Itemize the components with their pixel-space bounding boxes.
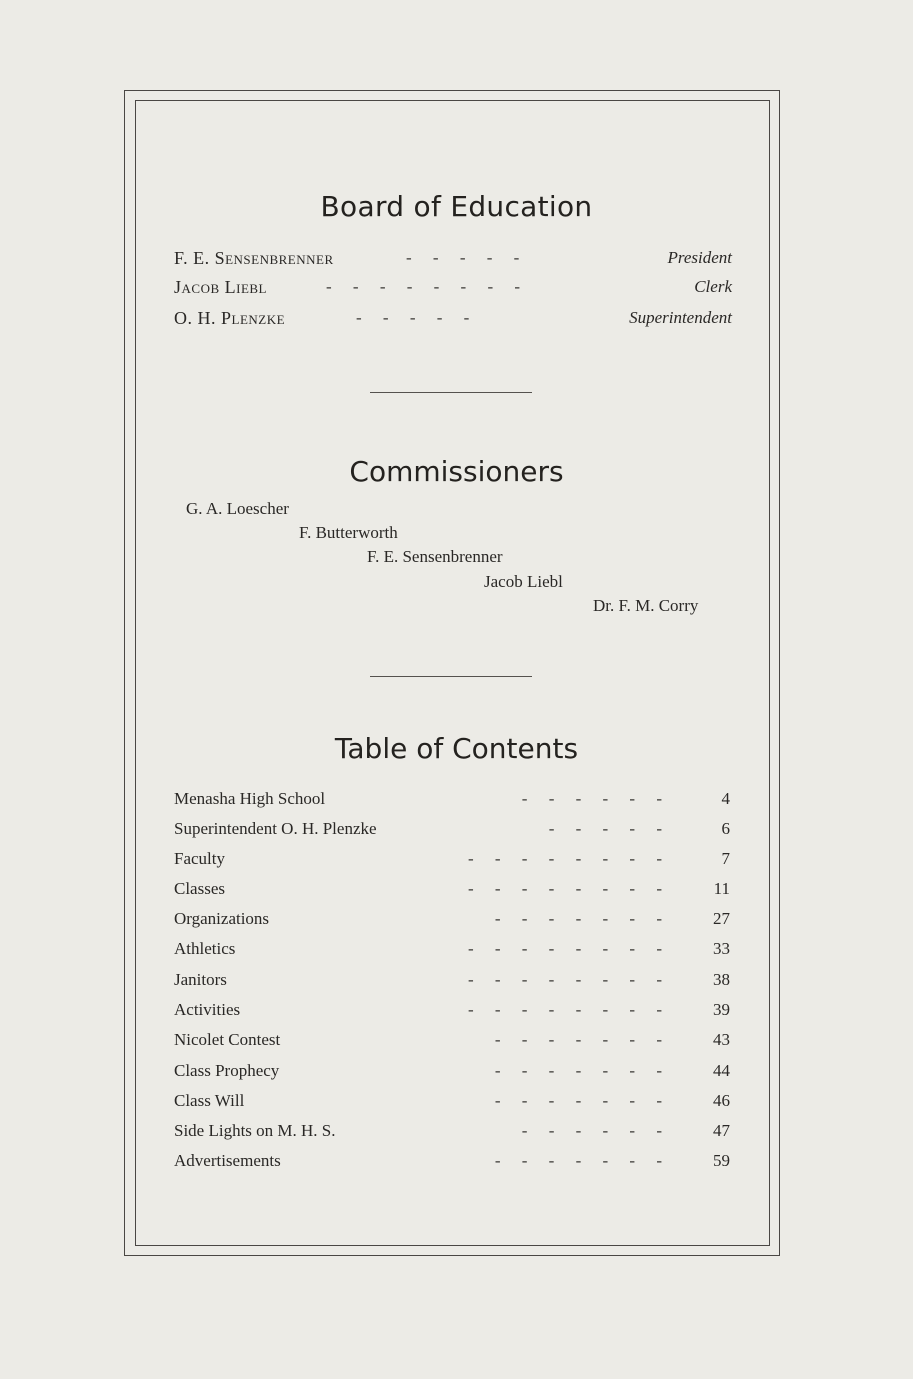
toc-entry-page: 6	[721, 819, 730, 838]
toc-entry-label: Classes	[174, 879, 225, 898]
toc-entry	[174, 1148, 732, 1174]
toc-entry-dashes: - - - - - - -	[494, 1061, 662, 1080]
toc-entry-dashes: - - - - - -	[521, 789, 662, 808]
toc-entry-dashes: - - - - - - -	[494, 909, 662, 928]
toc-entry-page: 47	[713, 1121, 730, 1140]
board-member-dashes: - - - - -	[406, 248, 520, 267]
section-divider	[370, 392, 532, 393]
toc-entry-label: Activities	[174, 1000, 241, 1019]
toc-entry	[174, 816, 732, 842]
toc-entry-dashes: - - - - - - -	[494, 1030, 662, 1049]
toc-entry-dashes: - - - - - - - -	[467, 1000, 662, 1019]
toc-entry-dashes: - - - - - - -	[494, 1091, 662, 1110]
board-member-dashes: - - - - -	[356, 308, 470, 327]
toc-entry-label: Organizations	[174, 909, 270, 928]
commissioner-name: Jacob Liebl	[484, 572, 563, 591]
toc-entry-page: 43	[713, 1030, 730, 1049]
toc-entry-label: Athletics	[174, 939, 236, 958]
board-member-row	[174, 244, 732, 272]
board-member-role: President	[667, 248, 732, 267]
toc-entry-dashes: - - - - -	[548, 819, 662, 838]
board-member-name: F. E. Sensenbrenner	[174, 248, 334, 268]
commissioner-name: Dr. F. M. Corry	[593, 596, 699, 615]
toc-entry-page: 27	[713, 909, 730, 928]
board-member-dashes: - - - - - - - -	[326, 277, 521, 296]
toc-entry-page: 38	[713, 970, 730, 989]
commissioner-name: F. E. Sensenbrenner	[367, 547, 503, 566]
board-member-role: Clerk	[694, 277, 732, 296]
toc-entry-dashes: - - - - - - - -	[467, 939, 662, 958]
toc-entry-page: 11	[713, 879, 730, 898]
toc-entry-page: 39	[713, 1000, 730, 1019]
toc-entry-label: Class Prophecy	[174, 1061, 280, 1080]
toc-entry-label: Menasha High School	[174, 789, 326, 808]
board-of-education-title: Board of Education	[320, 190, 593, 223]
toc-entry-label: Advertisements	[174, 1151, 281, 1170]
board-member-role: Superintendent	[629, 308, 732, 327]
board-member-name: O. H. Plenzke	[174, 308, 286, 328]
toc-entry-page: 44	[713, 1061, 730, 1080]
commissioners-title: Commissioners	[349, 455, 564, 488]
commissioner-name: F. Butterworth	[299, 523, 398, 542]
toc-entry-label: Side Lights on M. H. S.	[174, 1121, 336, 1140]
toc-entry-label: Janitors	[174, 970, 227, 989]
board-member-row	[174, 304, 732, 332]
commissioner-name: G. A. Loescher	[186, 499, 289, 518]
toc-entry-page: 7	[721, 849, 730, 868]
board-member-row	[174, 273, 732, 301]
toc-entry-dashes: - - - - - - - -	[467, 849, 662, 868]
toc-entry-page: 4	[721, 789, 730, 808]
toc-entry-page: 46	[713, 1091, 730, 1110]
toc-entry-dashes: - - - - - - -	[494, 1151, 662, 1170]
toc-entry	[174, 936, 732, 962]
toc-entry	[174, 1118, 732, 1144]
toc-entry	[174, 906, 732, 932]
board-member-name: Jacob Liebl	[174, 277, 267, 297]
toc-entry-dashes: - - - - - - - -	[467, 970, 662, 989]
toc-entry	[174, 1058, 732, 1084]
toc-entry-label: Superintendent O. H. Plenzke	[174, 819, 377, 838]
toc-entry-label: Class Will	[174, 1091, 245, 1110]
toc-entry	[174, 1027, 732, 1053]
toc-entry	[174, 846, 732, 872]
toc-entry-label: Nicolet Contest	[174, 1030, 281, 1049]
toc-entry-page: 59	[713, 1151, 730, 1170]
toc-entry	[174, 967, 732, 993]
toc-entry	[174, 1088, 732, 1114]
toc-entry	[174, 997, 732, 1023]
toc-entry-label: Faculty	[174, 849, 225, 868]
toc-entry-dashes: - - - - - -	[521, 1121, 662, 1140]
toc-entry-dashes: - - - - - - - -	[467, 879, 662, 898]
toc-entry-page: 33	[713, 939, 730, 958]
table-of-contents-title: Table of Contents	[334, 732, 579, 765]
toc-entry	[174, 786, 732, 812]
toc-entry	[174, 876, 732, 902]
section-divider	[370, 676, 532, 677]
